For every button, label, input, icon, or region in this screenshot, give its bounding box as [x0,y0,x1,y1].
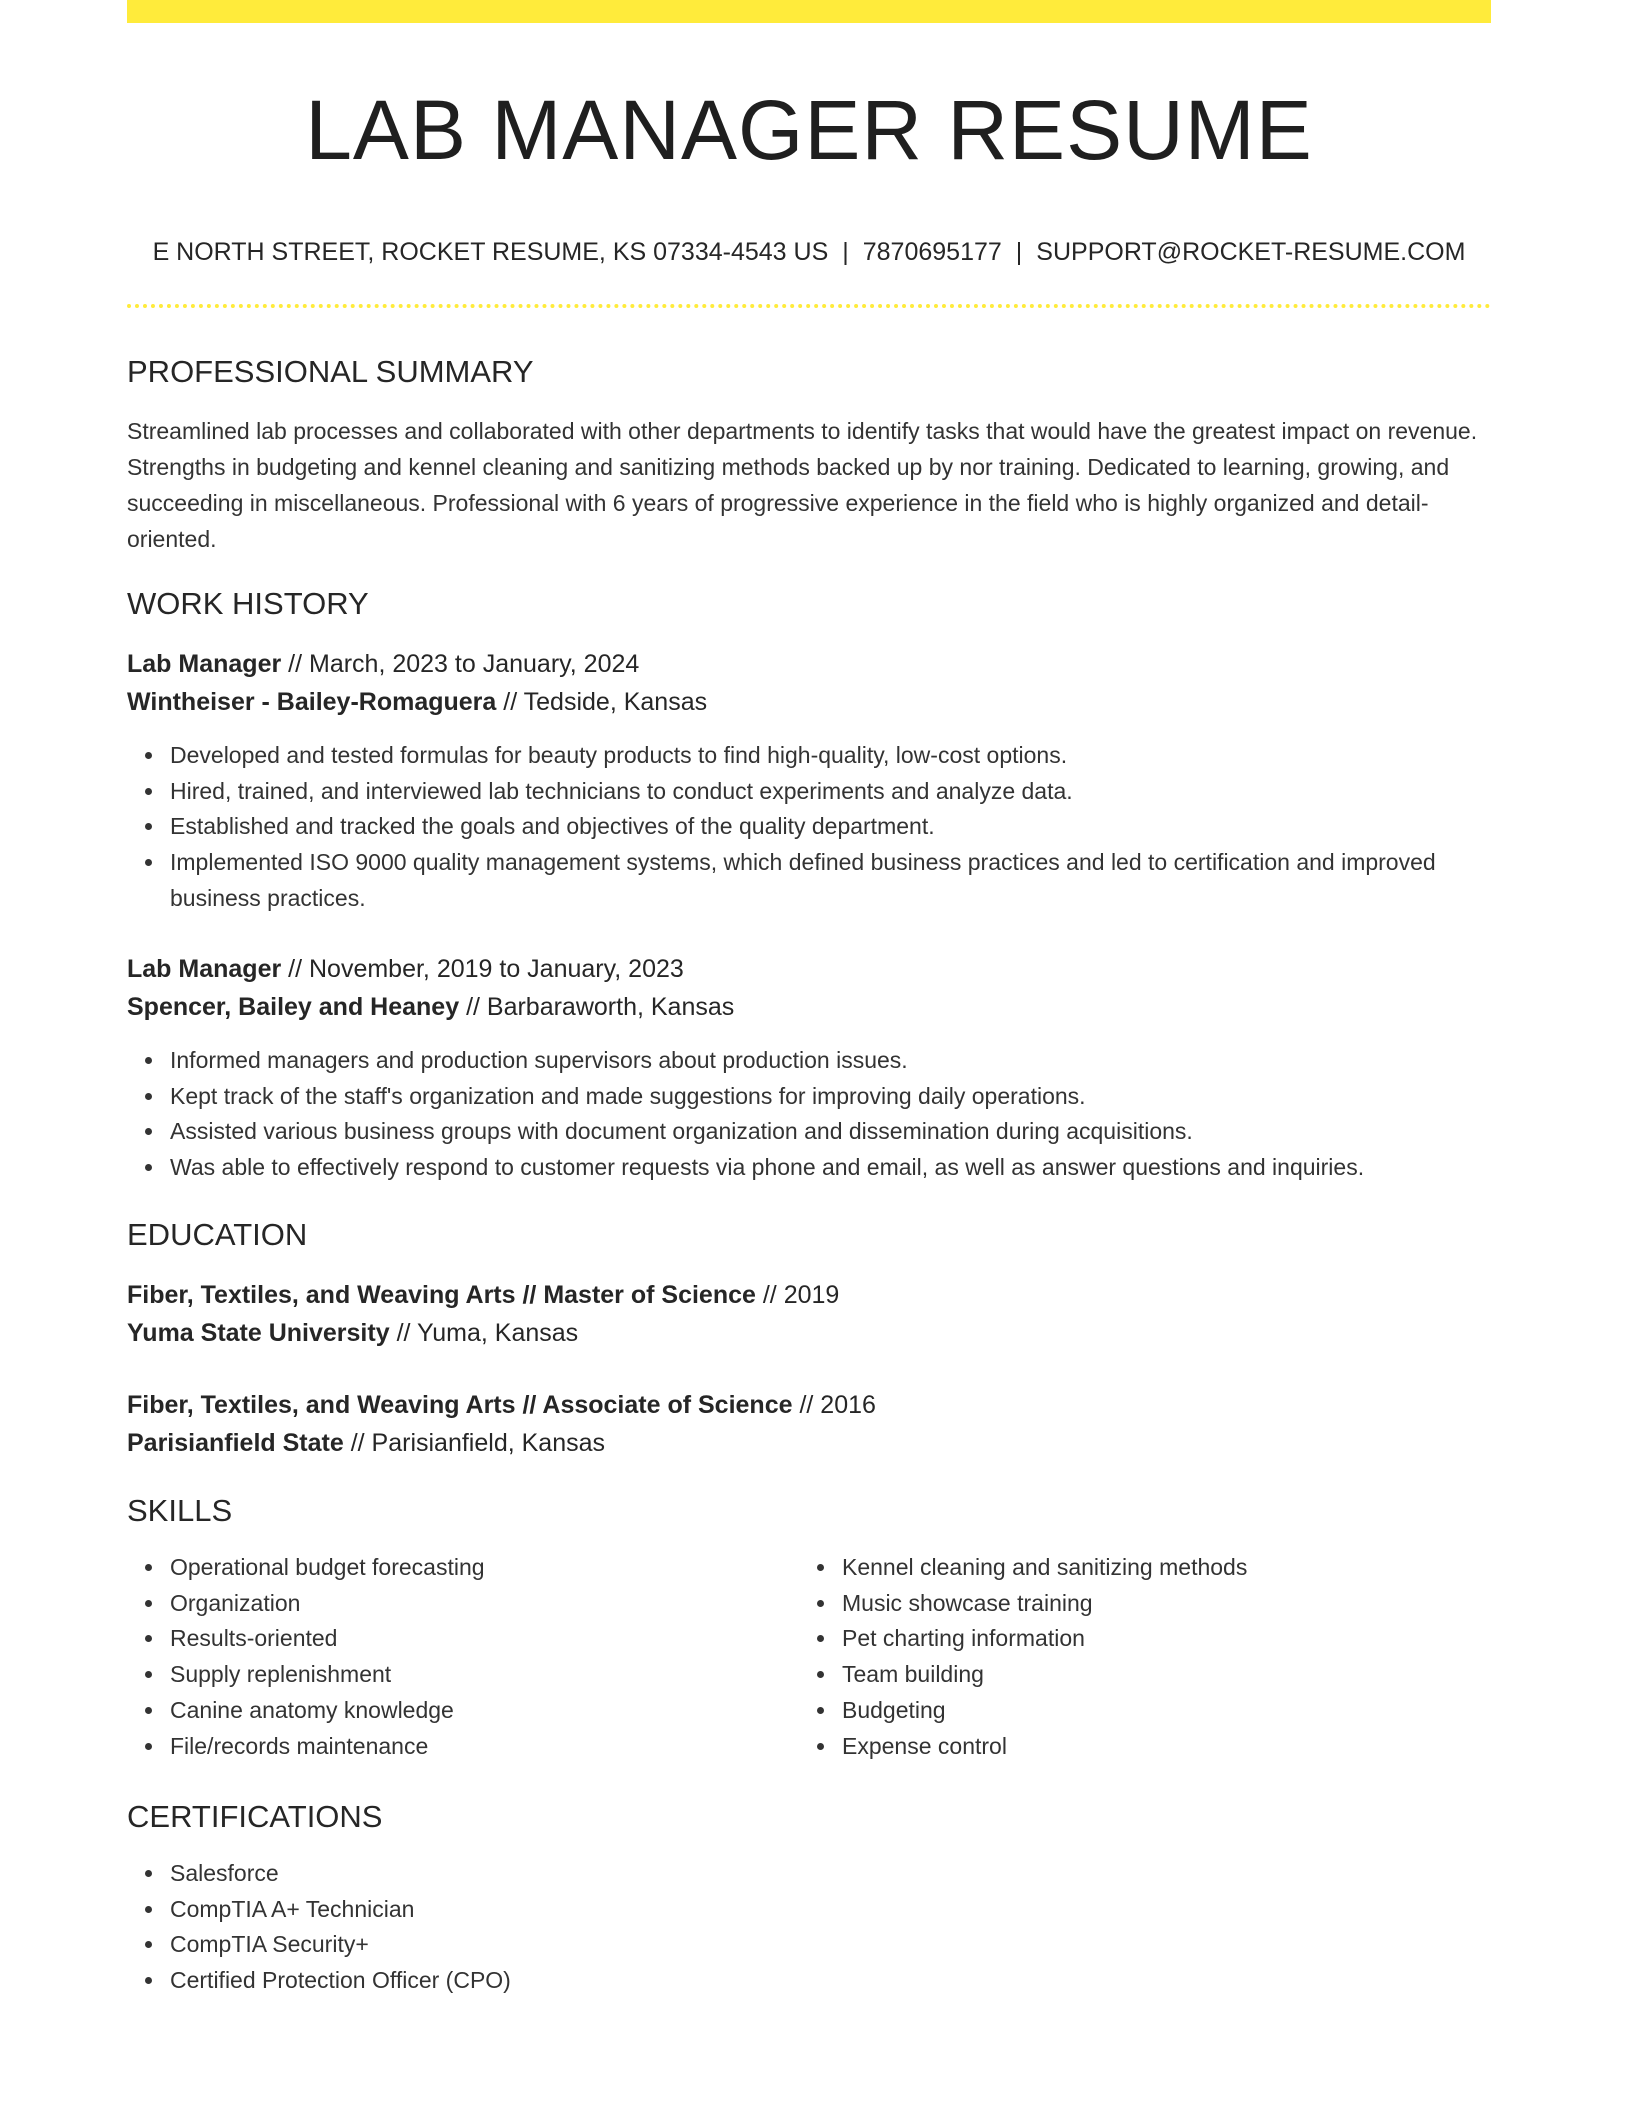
education-degree-line [127,1386,876,1424]
list-item: Kept track of the staff's organization and made suggestions for improving daily operations. [170,1079,1570,1115]
certifications-list [127,1856,970,1999]
list-item: Budgeting [842,1693,1482,1729]
list-item: Pet charting information [842,1621,1482,1657]
list-item: Certified Protection Officer (CPO) [170,1963,970,1999]
list-item: Team building [842,1657,1482,1693]
accent-top-bar [127,0,1491,23]
education-school-line [127,1314,578,1352]
list-item: Established and tracked the goals and objectives of the quality department. [170,809,1491,845]
job-dates: // March, 2023 to January, 2024 [288,650,640,678]
work-history-heading: WORK HISTORY [127,586,369,621]
education-degree: Fiber, Textiles, and Weaving Arts // Master of Science [127,1281,756,1309]
list-item: Results-oriented [170,1621,800,1657]
list-item: Supply replenishment [170,1657,800,1693]
skills-list-left [127,1550,800,1764]
job-company: Wintheiser - Bailey-Romaguera [127,688,497,716]
job-title: Lab Manager [127,955,282,983]
list-item: CompTIA A+ Technician [170,1892,970,1928]
contact-separator: | [842,238,849,266]
job-company-line [127,683,707,721]
education-school-line [127,1424,605,1462]
skills-list-right [799,1550,1482,1764]
summary-text: Streamlined lab processes and collaborated with other departments to identify tasks that would have the greatest impact on revenue. Strengths in budgeting and kennel cleaning and sanitizing methods backed up by nor training. Dedicated to learning, growing, and succeeding in miscellaneous. Professional with 6 years of progressive experience in the field who is highly organized and detail-oriented. [127,418,1478,552]
education-degree: Fiber, Textiles, and Weaving Arts // Associate of Science [127,1391,793,1419]
certifications-heading: CERTIFICATIONS [127,1799,383,1834]
resume-title: LAB MANAGER RESUME [305,83,1313,177]
job-company-line [127,988,734,1026]
summary-heading: PROFESSIONAL SUMMARY [127,354,534,389]
job-bullets [127,1043,1570,1186]
contact-address: E NORTH STREET, ROCKET RESUME, KS 07334-4543 US [152,238,829,266]
list-item: Assisted various business groups with document organization and dissemination during acquisitions. [170,1114,1570,1150]
list-item: CompTIA Security+ [170,1927,970,1963]
list-item: Implemented ISO 9000 quality management systems, which defined business practices and led to certification and improved business practices. [170,845,1491,916]
job-dates: // November, 2019 to January, 2023 [288,955,684,983]
job-title: Lab Manager [127,650,282,678]
education-degree-line [127,1276,839,1314]
header-divider [127,304,1491,308]
education-year: // 2019 [762,1281,840,1309]
education-heading: EDUCATION [127,1217,308,1252]
contact-line [127,234,1491,270]
contact-phone: 7870695177 [862,238,1002,266]
list-item: Informed managers and production supervisors about production issues. [170,1043,1570,1079]
list-item: Was able to effectively respond to customer requests via phone and email, as well as answer questions and inquiries. [170,1150,1570,1186]
list-item: Salesforce [170,1856,970,1892]
list-item: Canine anatomy knowledge [170,1693,800,1729]
list-item: Kennel cleaning and sanitizing methods [842,1550,1482,1586]
job-location: // Barbaraworth, Kansas [466,993,735,1021]
education-location: // Yuma, Kansas [396,1319,579,1347]
list-item: File/records maintenance [170,1729,800,1765]
contact-separator: | [1015,238,1023,266]
education-location: // Parisianfield, Kansas [350,1429,605,1457]
job-company: Spencer, Bailey and Heaney [127,993,460,1021]
job-title-line [127,645,639,683]
education-school: Yuma State University [127,1319,390,1347]
job-bullets [127,738,1491,917]
list-item: Hired, trained, and interviewed lab technicians to conduct experiments and analyze data. [170,774,1491,810]
skills-heading: SKILLS [127,1493,233,1528]
list-item: Organization [170,1586,800,1622]
list-item: Expense control [842,1729,1482,1765]
education-year: // 2016 [799,1391,876,1419]
job-title-line [127,950,684,988]
list-item: Developed and tested formulas for beauty products to find high-quality, low-cost options. [170,738,1491,774]
contact-email: SUPPORT@ROCKET-RESUME.COM [1036,238,1466,266]
education-school: Parisianfield State [127,1429,344,1457]
job-location: // Tedside, Kansas [503,688,708,716]
list-item: Operational budget forecasting [170,1550,800,1586]
list-item: Music showcase training [842,1586,1482,1622]
